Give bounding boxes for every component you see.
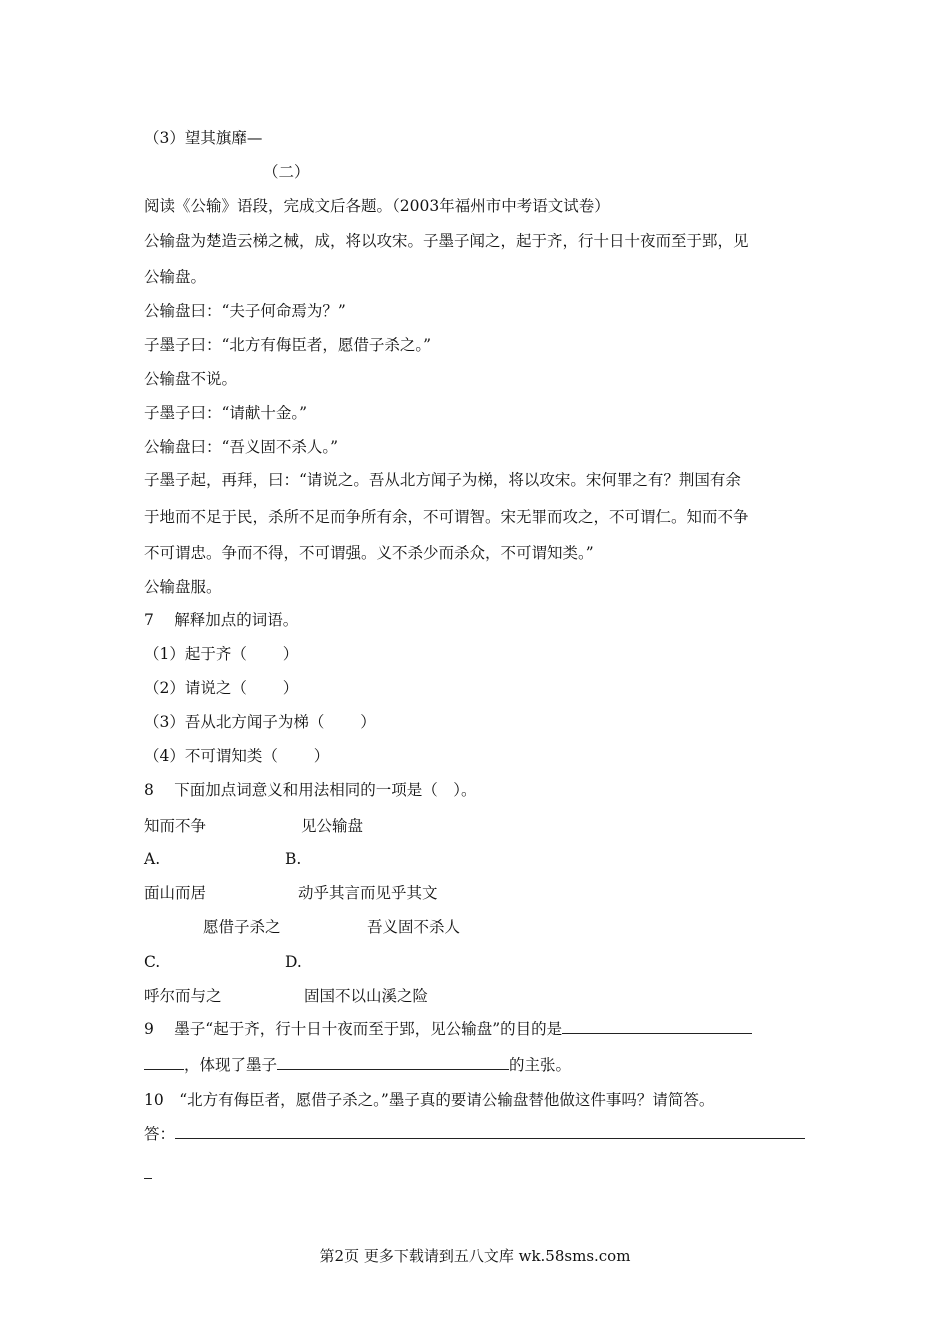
page-footer: 第2页 更多下载请到五八文库 wk.58sms.com: [319, 1247, 631, 1265]
answer-blank-continued[interactable]: [144, 1178, 152, 1179]
question-9-mid: ，体现了墨子: [184, 1056, 278, 1074]
question-7-item: （2）请说之（ ）: [144, 679, 299, 697]
answer-blank[interactable]: [562, 1019, 752, 1034]
answer-blank[interactable]: [175, 1124, 805, 1139]
question-9-line-1: [144, 1019, 752, 1039]
passage-line: 公输盘不说。: [144, 370, 238, 388]
question-10: 10 “北方有侮臣者，愿借子杀之。”墨子真的要请公输盘替他做这件事吗？请简答。: [144, 1091, 715, 1109]
option-b-label: B.: [285, 850, 302, 868]
passage-line: 公输盘服。: [144, 578, 222, 596]
option-c-label: C.: [144, 953, 161, 971]
answer-blank[interactable]: [277, 1055, 509, 1070]
passage-line: 公输盘曰：“吾义固不杀人。”: [144, 438, 339, 456]
reading-instruction: 阅读《公输》语段，完成文后各题。（2003年福州市中考语文试卷）: [144, 197, 610, 215]
question-9-suffix: 的主张。: [509, 1056, 572, 1074]
answer-label: 答：: [144, 1125, 176, 1143]
question-9-line-2: [144, 1055, 571, 1075]
passage-line: 子墨子曰：“请献十金。”: [144, 404, 308, 422]
option-b-word-1: 见公输盘: [301, 817, 364, 835]
passage-line: 公输盘为楚造云梯之械，成，将以攻宋。子墨子闻之，起于齐，行十日十夜而至于郢，见: [144, 232, 749, 250]
question-8: 8 下面加点词意义和用法相同的一项是（ ）。: [144, 781, 477, 799]
answer-blank[interactable]: [144, 1055, 184, 1070]
option-b-word-2: 动乎其言而见乎其文: [298, 884, 438, 902]
question-7-item: （3）吾从北方闻子为梯（ ）: [144, 713, 376, 731]
line-1: （3）望其旗靡—: [144, 129, 263, 147]
option-d-label: D.: [285, 953, 302, 971]
passage-line: 公输盘。: [144, 268, 207, 286]
option-a-label: A.: [144, 850, 161, 868]
option-d-word-2: 固国不以山溪之险: [304, 987, 429, 1005]
passage-line: 子墨子曰：“北方有侮臣者，愿借子杀之。”: [144, 336, 432, 354]
section-heading: （二）: [263, 163, 310, 181]
option-a-word-1: 知而不争: [144, 817, 207, 835]
option-d-word-1: 吾义固不杀人: [367, 918, 461, 936]
option-c-word-1: 愿借子杀之: [203, 918, 281, 936]
passage-line: 公输盘曰：“夫子何命焉为？”: [144, 302, 346, 320]
question-9-prefix: 9 墨子“起于齐，行十日十夜而至于郢，见公输盘”的目的是: [144, 1020, 563, 1038]
question-7-item: （4）不可谓知类（ ）: [144, 747, 330, 765]
passage-line: 不可谓忠。争而不得，不可谓强。义不杀少而杀众，不可谓知类。”: [144, 544, 594, 562]
passage-line: 于地而不足于民，杀所不足而争所有余，不可谓智。宋无罪而攻之，不可谓仁。知而不争: [144, 508, 749, 526]
option-a-word-2: 面山而居: [144, 884, 207, 902]
question-7: 7 解释加点的词语。: [144, 611, 299, 629]
question-10-answer-line: [144, 1124, 805, 1144]
passage-line: 子墨子起，再拜，曰：“请说之。吾从北方闻子为梯，将以攻宋。宋何罪之有？荆国有余: [144, 471, 741, 489]
option-c-word-2: 呼尔而与之: [144, 987, 222, 1005]
question-7-item: （1）起于齐（ ）: [144, 645, 299, 663]
